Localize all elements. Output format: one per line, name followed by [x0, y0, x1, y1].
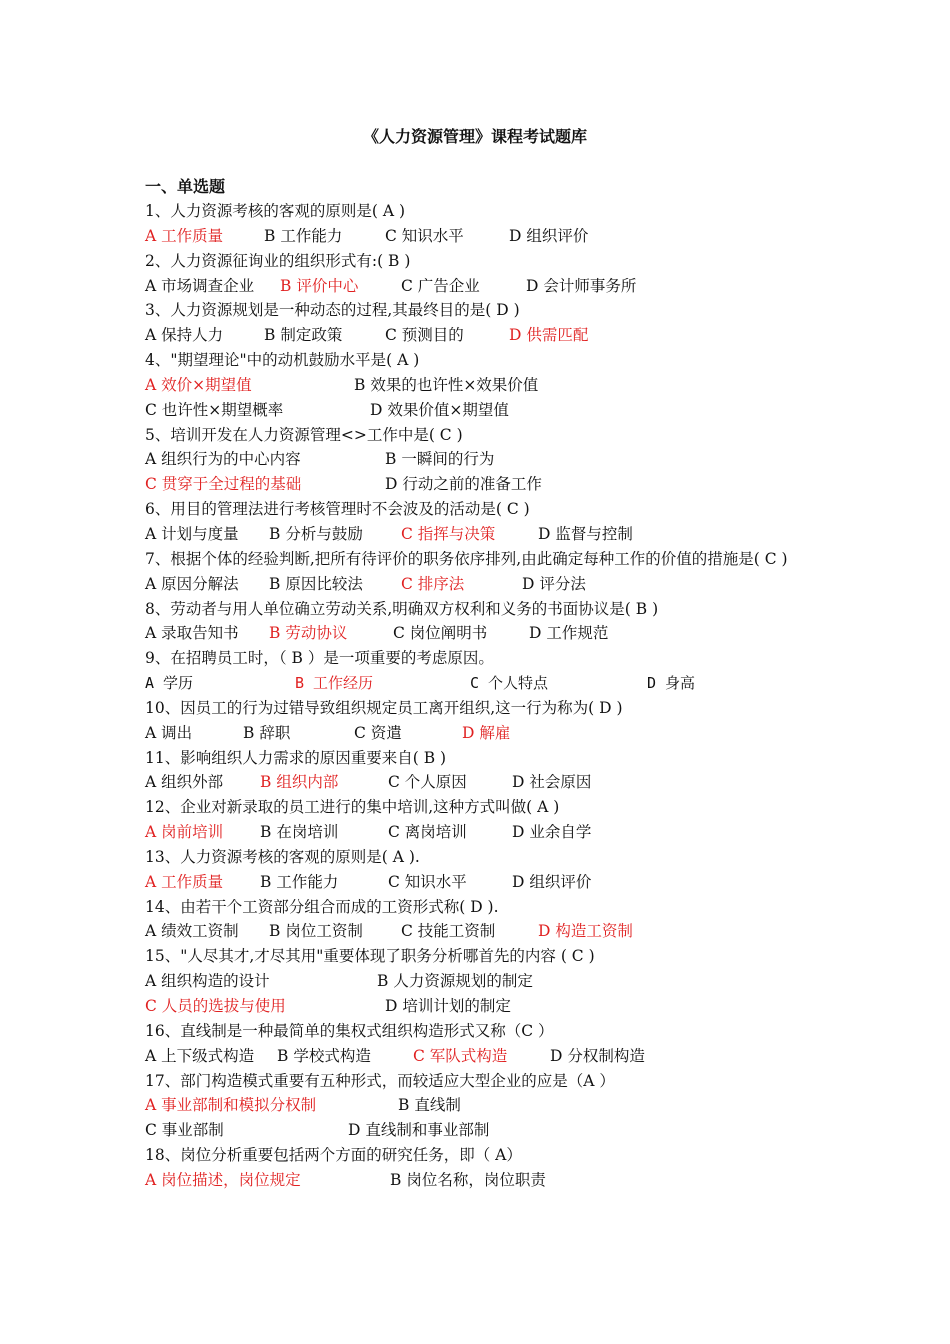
option: A 学历	[145, 674, 194, 693]
answer-option: D 供需匹配	[509, 326, 589, 345]
option: A 组织行为的中心内容	[145, 450, 301, 469]
answer-option: B 组织内部	[260, 773, 339, 792]
question-text: 18、岗位分析重要包括两个方面的研究任务，即（ A）	[145, 1146, 522, 1165]
answer-option: A 效价×期望值	[145, 375, 252, 394]
option: D 业余自学	[512, 823, 592, 842]
question-text: 12、企业对新录取的员工进行的集中培训,这种方式叫做( A )	[145, 798, 560, 817]
option: C 知识水平	[388, 872, 467, 891]
option-row	[145, 1093, 810, 1118]
option-row	[145, 447, 810, 472]
option: B 岗位名称，岗位职责	[390, 1170, 546, 1189]
answer-option: C 军队式构造	[413, 1046, 508, 1065]
answer-option: C 贯穿于全过程的基础	[145, 475, 302, 494]
option: C 广告企业	[401, 276, 480, 295]
option: C 预测目的	[385, 326, 464, 345]
option: D 身高	[647, 674, 696, 693]
option-row	[145, 398, 810, 423]
option: C 资遣	[354, 723, 402, 742]
answer-option: A 岗前培训	[145, 823, 224, 842]
option-row	[145, 224, 810, 249]
option: B 岗位工资制	[269, 922, 363, 941]
question-text: 15、"人尽其才,才尽其用"重要体现了职务分析哪首先的内容 ( C )	[145, 947, 595, 966]
option: D 评分法	[522, 574, 586, 593]
option-row	[145, 770, 810, 795]
question-text: 16、直线制是一种最简单的集权式组织构造形式又称（C ）	[145, 1021, 554, 1040]
question-text: 7、根据个体的经验判断,把所有待评价的职务依序排列,由此确定每种工作的价值的措施是( C )	[145, 549, 788, 568]
option: D 培训计划的制定	[385, 997, 511, 1015]
option: C 个人特点	[470, 674, 549, 693]
option: A 计划与度量	[145, 524, 239, 543]
option-row	[145, 522, 810, 547]
option-row	[145, 1044, 810, 1069]
option: B 工作能力	[260, 872, 339, 891]
answer-option: D 构造工资制	[538, 922, 633, 941]
option: B 人力资源规划的制定	[377, 972, 533, 991]
option: D 工作规范	[529, 624, 609, 643]
question-text: 8、劳动者与用人单位确立劳动关系,明确双方权利和义务的书面协议是( B )	[145, 599, 659, 618]
option: B 直线制	[398, 1096, 461, 1115]
question-text: 2、人力资源征询业的组织形式有:( B )	[145, 251, 411, 270]
question-text: 17、部门构造模式重要有五种形式，而较适应大型企业的应是（A ）	[145, 1071, 615, 1090]
answer-option: B 评价中心	[280, 276, 359, 295]
question-text: 13、人力资源考核的客观的原则是( A ).	[145, 847, 420, 866]
option: C 离岗培训	[388, 823, 467, 842]
option: A 上下级式构造	[145, 1046, 255, 1065]
option: A 绩效工资制	[145, 922, 239, 941]
option: C 也许性×期望概率	[145, 400, 284, 419]
option: D 组织评价	[512, 872, 592, 891]
option: C 岗位阐明书	[393, 624, 488, 643]
question-text: 10、因员工的行为过错导致组织规定员工离开组织,这一行为称为( D )	[145, 698, 623, 717]
option-row	[145, 994, 810, 1019]
option: B 分析与鼓励	[269, 524, 363, 543]
answer-option: D 解雇	[462, 723, 511, 742]
option: D 行动之前的准备工作	[385, 475, 542, 494]
question-text: 3、人力资源规划是一种动态的过程,其最终目的是( D )	[145, 301, 520, 320]
answer-option: C 人员的选拔与使用	[145, 997, 286, 1015]
question-text: 11、影响组织人力需求的原因重要来自( B )	[145, 748, 447, 767]
option: D 组织评价	[509, 226, 589, 245]
answer-option: C 指挥与决策	[401, 524, 496, 543]
option-row	[145, 274, 810, 299]
option: D 监督与控制	[538, 524, 633, 543]
answer-option: C 排序法	[401, 574, 465, 593]
option: B 制定政策	[264, 326, 343, 345]
option: C 个人原因	[388, 773, 467, 792]
option: B 一瞬间的行为	[385, 450, 495, 469]
option: D 效果价值×期望值	[370, 400, 509, 419]
answer-option: B 工作经历	[295, 674, 374, 693]
option: B 工作能力	[264, 226, 343, 245]
option: A 组织外部	[145, 773, 224, 792]
option: A 调出	[145, 723, 193, 742]
option: D 直线制和事业部制	[348, 1121, 490, 1140]
option-row	[145, 621, 810, 646]
option: A 市场调查企业	[145, 276, 255, 295]
answer-option: B 劳动协议	[269, 624, 348, 643]
option-row	[145, 323, 810, 348]
option: B 辞职	[243, 723, 291, 742]
option: A 组织构造的设计	[145, 972, 270, 991]
answer-option: A 工作质量	[145, 872, 224, 891]
option: B 在岗培训	[260, 823, 339, 842]
option: B 效果的也许性×效果价值	[354, 375, 539, 394]
answer-option: A 岗位描述，岗位规定	[145, 1170, 301, 1189]
option-row	[145, 969, 810, 994]
option: D 社会原因	[512, 773, 592, 792]
option-row	[145, 1168, 810, 1193]
question-text: 9、在招聘员工时，（ B ）是一项重要的考虑原因。	[145, 649, 494, 668]
option-row	[145, 919, 810, 944]
option: A 原因分解法	[145, 574, 239, 593]
question-text: 4、"期望理论"中的动机鼓励水平是( A )	[145, 351, 420, 370]
option-row	[145, 870, 810, 895]
option-row	[145, 472, 810, 497]
option: A 录取告知书	[145, 624, 239, 643]
option-row	[145, 1118, 810, 1143]
question-text: 5、培训开发在人力资源管理<>工作中是( C )	[145, 425, 463, 444]
option: D 分权制构造	[550, 1046, 645, 1065]
question-list	[145, 199, 810, 1193]
section-heading: 一、单选题	[145, 177, 226, 196]
option-row	[145, 572, 810, 597]
option: C 事业部制	[145, 1121, 224, 1140]
question-text: 14、由若干个工资部分组合而成的工资形式称( D ).	[145, 897, 499, 916]
option-row	[145, 721, 810, 746]
option: B 原因比较法	[269, 574, 363, 593]
question-text: 6、用目的管理法进行考核管理时不会波及的活动是( C )	[145, 500, 530, 519]
option: C 技能工资制	[401, 922, 496, 941]
option: C 知识水平	[385, 226, 464, 245]
document-title: 《人力资源管理》课程考试题库	[362, 127, 587, 146]
option-row	[145, 820, 810, 845]
option-row	[145, 373, 810, 398]
option: B 学校式构造	[277, 1046, 371, 1065]
option: A 保持人力	[145, 326, 224, 345]
question-text: 1、人力资源考核的客观的原则是( A )	[145, 202, 406, 220]
answer-option: A 工作质量	[145, 226, 224, 245]
answer-option: A 事业部制和模拟分权制	[145, 1096, 317, 1115]
option-row	[145, 671, 810, 696]
option: D 会计师事务所	[526, 276, 637, 295]
